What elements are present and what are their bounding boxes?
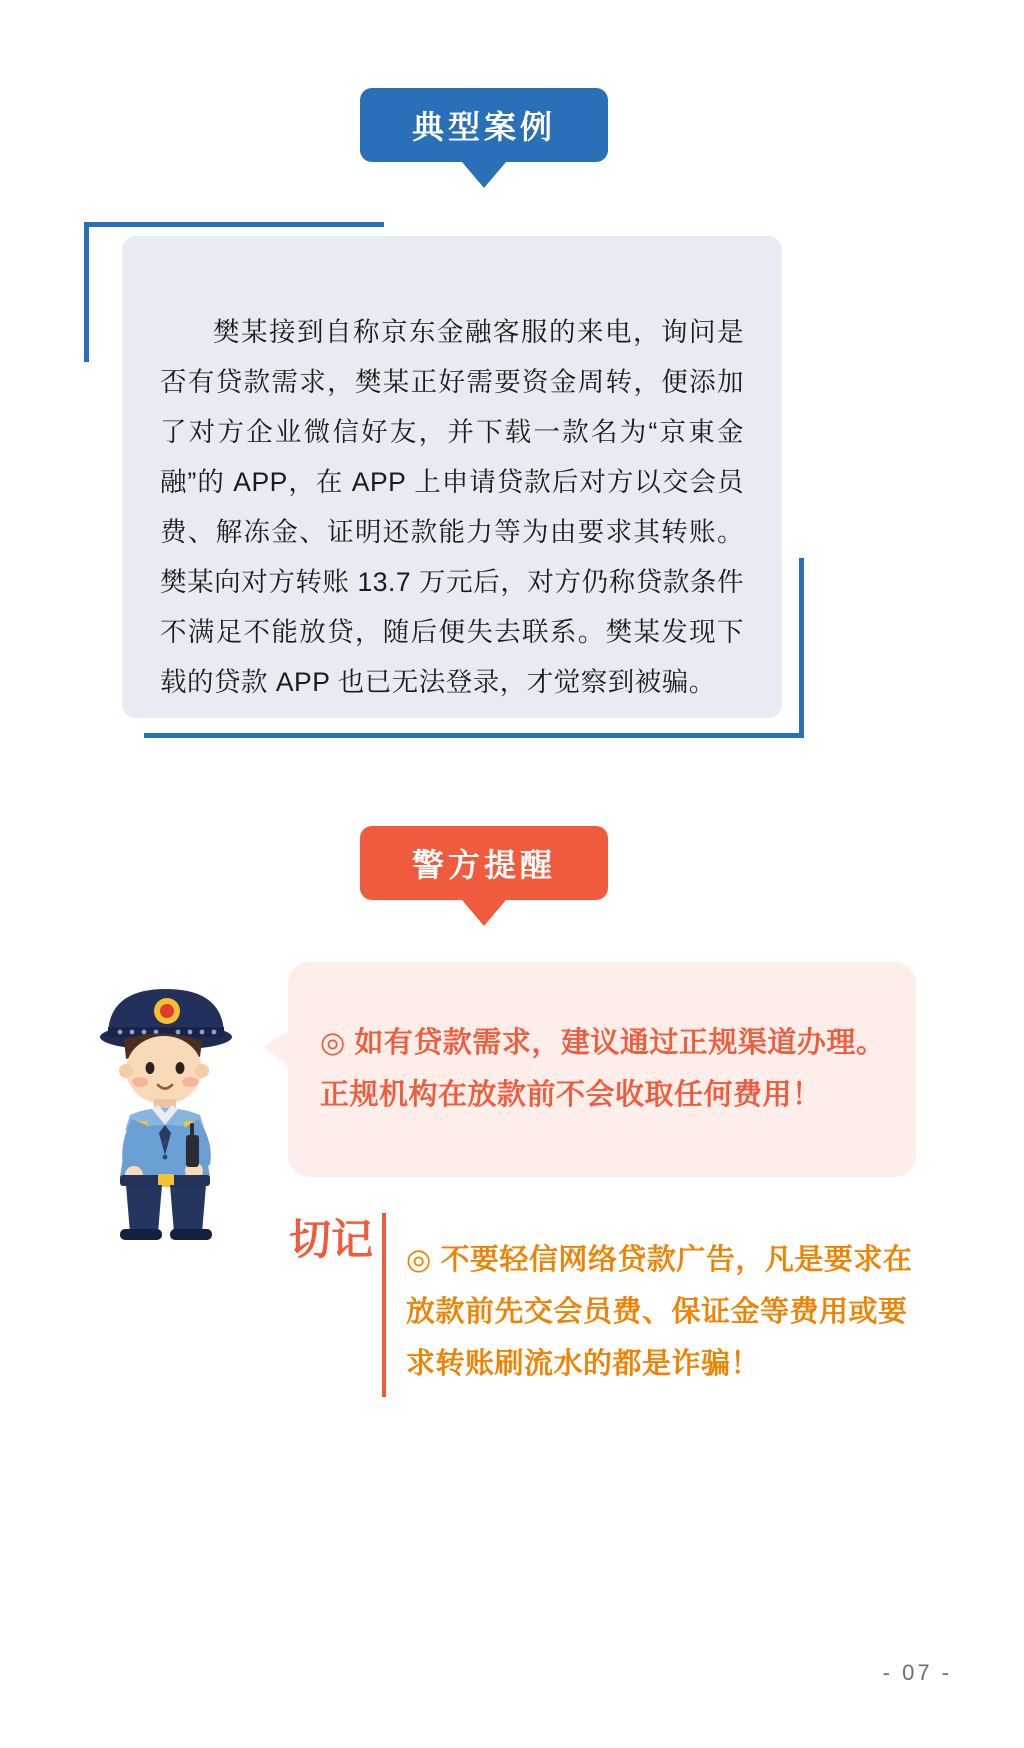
remember-label: 切记 — [288, 1215, 373, 1264]
warning-badge-tail — [462, 900, 506, 926]
case-frame — [84, 222, 804, 738]
police-officer-icon — [78, 975, 258, 1240]
警方提醒-speech-bubble — [288, 962, 916, 1177]
case-text-box — [122, 236, 782, 718]
case-frame-bottom-line — [144, 733, 804, 738]
case-frame-left-line — [84, 222, 89, 362]
case-badge-tail — [462, 162, 506, 188]
warning-badge-label: 警方提醒 — [411, 846, 556, 884]
case-badge-label-box — [360, 88, 608, 162]
warning-badge — [360, 826, 608, 926]
warning-badge-label-box — [360, 826, 608, 900]
case-badge-label: 典型案例 — [411, 108, 556, 146]
remember-text: ◎ 不要轻信网络贷款广告，凡是要求在放款前先交会员费、保证金等费用或要求转账刷流水的都是诈骗！ — [406, 1244, 913, 1380]
case-frame-right-line — [799, 558, 804, 738]
remember-block — [288, 1205, 918, 1419]
case-body-text: 樊某接到自称京东金融客服的来电，询问是否有贷款需求，樊某正好需要资金周转，便添加了对方企业微信好友，并下载一款名为“京東金融”的 APP，在 APP 上申请贷款后对方以交会员费、解冻金、证明还款能力等为由要求其转账。樊某向对方转账 13.7 万元后，对方仍称贷款条件不满足不能放贷，随后便失去联系。樊某发现下载的贷款 APP 也已无法登录，才觉察到被骗。 — [160, 316, 744, 697]
case-frame-top-line — [84, 222, 384, 227]
warning-bubble-text: ◎ 如有贷款需求，建议通过正规渠道办理。正规机构在放款前不会收取任何费用！ — [320, 1027, 886, 1111]
case-badge — [360, 88, 608, 188]
page-number: - 07 - — [882, 1660, 952, 1685]
remember-divider — [382, 1213, 386, 1397]
